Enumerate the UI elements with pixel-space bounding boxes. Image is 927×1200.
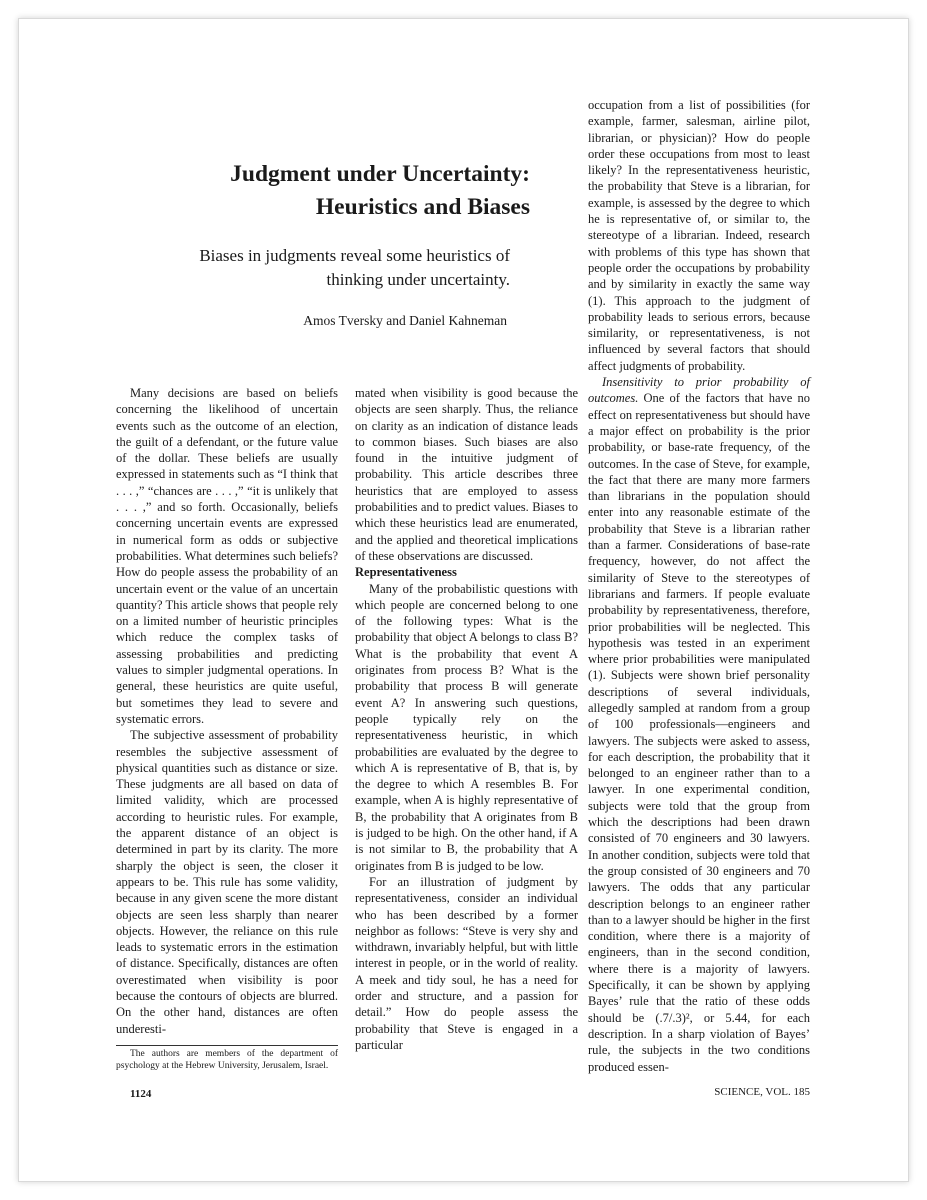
- subtitle-line-1: Biases in judgments reveal some heuristics of: [199, 246, 510, 265]
- paragraph: Many decisions are based on beliefs concerning the likelihood of uncertain events such as the outcome of an election, the guilt of a defendant, or the future value of the dollar. These beliefs are usually expressed in statements such as “I think that . . . ,” “chances are . . . ,” “it is unlikely that . . . ,” and so forth. Occasionally, beliefs concerning uncertain events are expressed in numerical form as odds or subjective probabilities. What determines such beliefs? How do people assess the probability of an uncertain event or the value of an uncertain quantity? This article shows that people rely on a limited number of heuristic principles which reduce the complex tasks of assessing probabilities and predicting values to simpler judgmental operations. In general, these heuristics are quite useful, but sometimes they lead to severe and systematic errors.: [116, 386, 338, 726]
- article-authors: Amos Tversky and Daniel Kahneman: [303, 313, 507, 328]
- article-title: [150, 158, 530, 224]
- paragraph-text: One of the factors that have no effect on representativeness but should have a major effect on probability is the prior probability, or base-rate frequency, of the outcomes. In the case of Steve, for example, the fact that there are many more farmers than librarians in the population should enter into any reasonable estimate of the probability that Steve is a librarian rather than a farmer. Considerations of base-rate frequency, however, do not affect the similarity of Steve to the stereotypes of librarians and farmers. If people evaluate probability by representativeness, therefore, prior probabilities will be neglected. This hypothesis was tested in an experiment where prior probabilities were manipulated (1). Subjects were shown brief personality descriptions of several individuals, allegedly sampled at random from a group of 100 professionals—engineers and lawyers. The subjects were asked to assess, for each description, the probability that it belonged to an engineer rather than to a lawyer. In one experimental condition, subjects were told that the group from which the descriptions had been drawn consisted of 70 engineers and 30 lawyers. In another condition, subjects were told that the group consisted of 30 engineers and 70 lawyers. The odds that any particular description belongs to an engineer rather than to a lawyer should be higher in the first condition, where there is a majority of engineers, than in the second condition, where there is a majority of lawyers. Specifically, it can be shown by applying Bayes’ rule that the ratio of these odds should be (.7/.3)², or 5.44, for each description. In a sharp violation of Bayes’ rule, the subjects in the two conditions produced essen-: [588, 391, 810, 1074]
- article-subtitle: [160, 244, 510, 292]
- paragraph: [588, 374, 810, 1075]
- journal-citation: SCIENCE, VOL. 185: [714, 1086, 810, 1098]
- text-column-3: [588, 97, 810, 1075]
- footnote: The authors are members of the department of psychology at the Hebrew University, Jerusalem, Israel.: [116, 1049, 338, 1071]
- footnote-rule: [116, 1045, 338, 1046]
- section-heading: Representativeness: [355, 565, 457, 580]
- paragraph: The subjective assessment of probability resembles the subjective assessment of physical quantities such as distance or size. These judgments are all based on data of limited validity, which are processed according to heuristic rules. For example, the apparent distance of an object is determined in part by its clarity. The more sharply the object is seen, the closer it appears to be. This rule has some validity, because in any given scene the more distant objects are seen less sharply than nearer objects. However, the reliance on this rule leads to systematic errors in the estimation of distance. Specifically, distances are often overestimated when visibility is poor because the contours of objects are blurred. On the other hand, distances are often underesti-: [116, 728, 338, 1036]
- text-column-2: [355, 385, 578, 1053]
- title-line-2: Heuristics and Biases: [315, 194, 530, 220]
- title-line-1: Judgment under Uncertainty:: [230, 161, 530, 187]
- paragraph: Many of the probabilistic questions with which people are concerned belong to one of the following types: What is the probability that object A belongs to class B? What is the probability that event A originates from process B? What is the probability that process B will generate event A? In answering such questions, people typically rely on the representativeness heuristic, in which probabilities are evaluated by the degree to which A is representative of B, that is, by the degree to which A resembles B. For example, when A is highly representative of B, the probability that A originates from B is judged to be high. On the other hand, if A is not similar to B, the probability that A originates from B is judged to be low.: [355, 581, 578, 873]
- text-column-1: [116, 385, 338, 1037]
- paragraph: mated when visibility is good because the objects are seen sharply. Thus, the reliance on clarity as an indication of distance leads to common biases. Such biases are also found in the intuitive judgment of probability. This article describes three heuristics that are employed to assess probabilities and to predict values. Biases to which these heuristics lead are enumerated, and the applied and theoretical implications of these observations are discussed.: [355, 386, 578, 563]
- paragraph: For an illustration of judgment by representativeness, consider an individual who has been described by a former neighbor as follows: “Steve is very shy and withdrawn, invariably helpful, but with little interest in people, or in the world of reality. A meek and tidy soul, he has a need for order and structure, and a passion for detail.” How do people assess the probability that Steve is engaged in a particular: [355, 874, 578, 1052]
- subtitle-line-2: thinking under uncertainty.: [326, 270, 510, 289]
- subsection-heading: Insensitivity to prior probability of outcomes.: [588, 375, 810, 406]
- page-number: 1124: [130, 1088, 152, 1100]
- paragraph: occupation from a list of possibilities (for example, farmer, salesman, airline pilot, librarian, or physician)? How do people order these occupations from most to least likely? In the representativeness heuristic, the probability that Steve is a librarian, for example, is assessed by the degree to which he is representative of, or similar to, the stereotype of a librarian. Indeed, research with problems of this type has shown that people order the occupations by probability and by similarity in exactly the same way (1). This approach to the judgment of probability leads to serious errors, because similarity, or representativeness, is not influenced by several factors that should affect judgments of probability.: [588, 98, 810, 373]
